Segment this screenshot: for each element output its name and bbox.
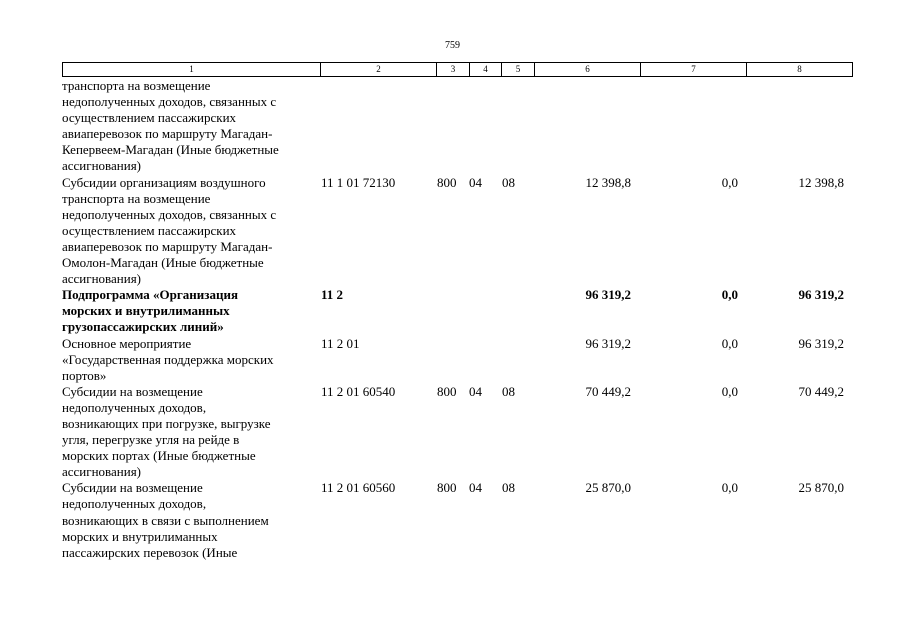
- column-number-4: 4: [470, 63, 502, 77]
- row-name: Основное мероприятие «Государственная поддержка морских портов»: [62, 335, 274, 383]
- table-row: [62, 175, 852, 288]
- row-amount-col7: 0,0: [721, 287, 738, 303]
- column-number-8: 8: [747, 63, 853, 77]
- column-number-header: [62, 62, 853, 77]
- row-amount-col8: 96 319,2: [798, 335, 844, 351]
- column-number-2: 2: [321, 63, 437, 77]
- row-amount-col7: 0,0: [721, 383, 738, 399]
- column-number-5: 5: [502, 63, 535, 77]
- row-amount-col6: 96 319,2: [585, 335, 631, 351]
- row-amount-col8: 25 870,0: [798, 480, 844, 496]
- row-name: Субсидии на возмещение недополученных доходов, возникающих при погрузке, выгрузке угля, перегрузке угля на рейде в морских портах (Иные бюджетные ассигнования): [62, 383, 271, 480]
- row-code: 11 1 01 72130: [321, 174, 396, 190]
- row-code: 11 2: [321, 287, 344, 303]
- table-row-subprogram: [62, 287, 852, 335]
- row-subsection: 08: [502, 383, 515, 399]
- row-code: 11 2 01 60560: [321, 480, 396, 496]
- row-amount-col8: 12 398,8: [798, 174, 844, 190]
- row-code: 11 2 01: [321, 335, 360, 351]
- row-name: Субсидии на возмещение недополученных доходов, возникающих в связи с выполнением морских и внутрилиманных пассажирских перевозок (Иные: [62, 480, 269, 560]
- row-name: Субсидии организациям воздушного транспорта на возмещение недополученных доходов, связанных с осуществлением пассажирских авиаперевозок по маршруту Магадан- Омолон-Магадан (Иные бюджетные ассигнования): [62, 174, 277, 287]
- row-section: 04: [469, 480, 482, 496]
- table-row: [62, 78, 852, 175]
- row-amount-col8: 96 319,2: [798, 287, 844, 303]
- row-amount-col6: 70 449,2: [585, 383, 631, 399]
- row-section: 04: [469, 383, 482, 399]
- row-subsection: 08: [502, 174, 515, 190]
- row-amount-col6: 12 398,8: [585, 174, 631, 190]
- row-amount-col7: 0,0: [721, 335, 738, 351]
- table-row: [62, 336, 852, 384]
- table-row: [62, 384, 852, 481]
- column-number-7: 7: [641, 63, 747, 77]
- table-row: [62, 480, 852, 560]
- column-number-6: 6: [535, 63, 641, 77]
- row-name: транспорта на возмещение недополученных доходов, связанных с осуществлением пассажирских авиаперевозок по маршруту Магадан- Кепервеем-Магадан (Иные бюджетные ассигнования): [62, 78, 279, 174]
- row-amount-col7: 0,0: [721, 174, 738, 190]
- column-number-3: 3: [437, 63, 470, 77]
- budget-table-body: [62, 78, 852, 561]
- column-number-1: 1: [63, 63, 321, 77]
- row-expense-type: 800: [437, 383, 457, 399]
- row-amount-col6: 25 870,0: [585, 480, 631, 496]
- row-code: 11 2 01 60540: [321, 383, 396, 399]
- page-number: 759: [445, 40, 460, 51]
- row-amount-col8: 70 449,2: [798, 383, 844, 399]
- row-section: 04: [469, 174, 482, 190]
- row-subsection: 08: [502, 480, 515, 496]
- row-expense-type: 800: [437, 480, 457, 496]
- row-amount-col6: 96 319,2: [585, 287, 631, 303]
- row-amount-col7: 0,0: [721, 480, 738, 496]
- row-name: Подпрограмма «Организация морских и внутрилиманных грузопассажирских линий»: [62, 287, 239, 335]
- row-expense-type: 800: [437, 174, 457, 190]
